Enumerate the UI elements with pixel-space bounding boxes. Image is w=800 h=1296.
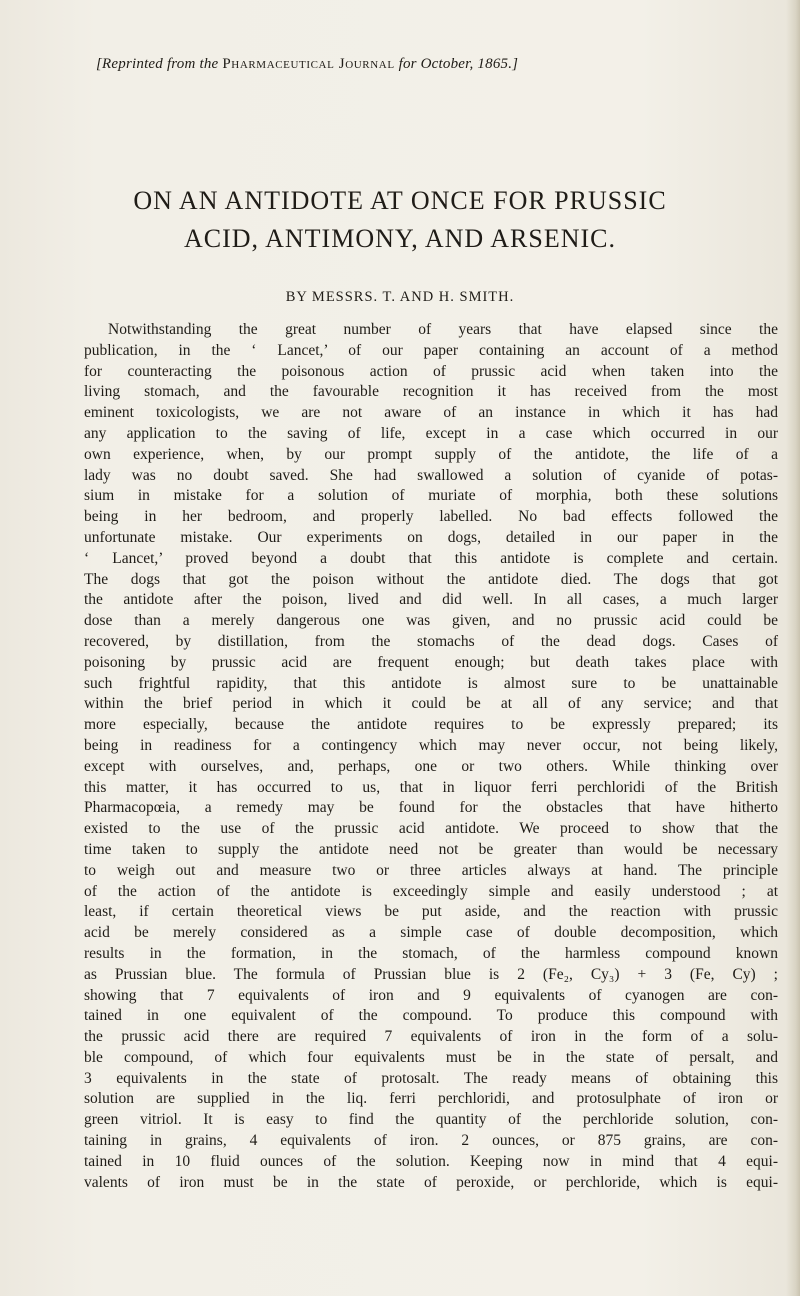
- reprint-header: [96, 56, 736, 73]
- body-line: dose than a merely dangerous one was given, and no prussic acid could be: [84, 612, 778, 630]
- body-line: time taken to supply the antidote need not be greater than would be necessary: [84, 840, 778, 858]
- body-line: lady was no doubt saved. She had swallowed a solution of cyanide of potas-: [84, 466, 778, 484]
- body-line: sium in mistake for a solution of muriate of morphia, both these solutions: [84, 487, 778, 505]
- body-line: solution are supplied in the liq. ferri perchloridi, and protosulphate of iron or: [84, 1090, 778, 1108]
- body-line: showing that 7 equivalents of iron and 9 equivalents of cyanogen are con-: [84, 986, 778, 1004]
- article-title-line-1: ON AN ANTIDOTE AT ONCE FOR PRUSSIC: [133, 186, 667, 215]
- body-line: ble compound, of which four equivalents must be in the state of persalt, and: [84, 1048, 778, 1066]
- body-line: green vitriol. It is easy to find the quantity of the perchloride solution, con-: [84, 1111, 778, 1129]
- body-line: within the brief period in which it could be at all of any service; and that: [84, 695, 778, 713]
- body-line: except with ourselves, and, perhaps, one or two others. While thinking over: [84, 757, 778, 775]
- body-line: own experience, when, by our prompt supply of the antidote, the life of a: [84, 445, 778, 463]
- body-line: ‘ Lancet,’ proved beyond a doubt that this antidote is complete and certain.: [84, 549, 778, 567]
- body-line: as Prussian blue. The formula of Prussian blue is 2 (Fe₂, Cy₃) + 3 (Fe, Cy) ;: [84, 965, 778, 983]
- body-line: 3 equivalents in the state of protosalt. The ready means of obtaining this: [84, 1069, 778, 1087]
- journal-name: Pharmaceutical Journal: [222, 56, 395, 72]
- body-line: unfortunate mistake. Our experiments on dogs, detailed in our paper in the: [84, 528, 778, 546]
- body-line: acid be merely considered as a simple case of double decomposition, which: [84, 924, 778, 942]
- body-line: least, if certain theoretical views be put aside, and the reaction with prussic: [84, 903, 778, 921]
- article-title-line-2: ACID, ANTIMONY, AND ARSENIC.: [183, 224, 616, 253]
- body-line: The dogs that got the poison without the antidote died. The dogs that got: [84, 570, 778, 588]
- body-line: publication, in the ‘ Lancet,’ of our paper containing an account of a method: [84, 341, 778, 359]
- body-line: being in her bedroom, and properly labelled. No bad effects followed the: [84, 508, 778, 526]
- body-line: more especially, because the antidote requires to be expressly prepared; its: [84, 716, 778, 734]
- body-line: for counteracting the poisonous action of prussic acid when taken into the: [84, 362, 778, 380]
- body-line: eminent toxicologists, we are not aware of an instance in which it has had: [84, 404, 778, 422]
- body-line: such frightful rapidity, that this antidote is almost sure to be unattainable: [84, 674, 778, 692]
- body-line: Pharmacopœia, a remedy may be found for the obstacles that have hitherto: [84, 799, 778, 817]
- body-line: any application to the saving of life, except in a case which occurred in our: [84, 424, 778, 442]
- body-line: recovered, by distillation, from the stomachs of the dead dogs. Cases of: [84, 632, 778, 650]
- body-line: to weigh out and measure two or three articles always at hand. The principle: [84, 861, 778, 879]
- reprint-header-suffix: for October, 1865.]: [394, 56, 519, 72]
- body-line: being in readiness for a contingency which may never occur, not being likely,: [84, 736, 778, 754]
- article-body: [84, 320, 778, 1193]
- body-line: taining in grains, 4 equivalents of iron. 2 ounces, or 875 grains, are con-: [84, 1132, 778, 1150]
- page-edge-shadow: [786, 0, 800, 1296]
- author-byline: BY MESSRS. T. AND H. SMITH.: [285, 289, 515, 305]
- body-line: the prussic acid there are required 7 equivalents of iron in the form of a solu-: [84, 1028, 778, 1046]
- body-line: the antidote after the poison, lived and did well. In all cases, a much larger: [84, 591, 778, 609]
- body-line: Notwithstanding the great number of years that have elapsed since the: [108, 321, 778, 338]
- body-line: poisoning by prussic acid are frequent enough; but death takes place with: [84, 653, 778, 671]
- reprint-header-prefix: [Reprinted from the: [96, 56, 223, 72]
- body-line: existed to the use of the prussic acid antidote. We proceed to show that the: [84, 820, 778, 838]
- body-line: this matter, it has occurred to us, that in liquor ferri perchloridi of the British: [84, 778, 778, 796]
- body-line: valents of iron must be in the state of peroxide, or perchloride, which is equi-: [84, 1173, 778, 1191]
- body-line: results in the formation, in the stomach, of the harmless compound known: [84, 944, 778, 962]
- body-line: living stomach, and the favourable recognition it has received from the most: [84, 383, 778, 401]
- body-line: tained in one equivalent of the compound. To produce this compound with: [84, 1007, 778, 1025]
- body-line: of the action of the antidote is exceedingly simple and easily understood ; at: [84, 882, 778, 900]
- body-line: tained in 10 fluid ounces of the solution. Keeping now in mind that 4 equi-: [84, 1152, 778, 1170]
